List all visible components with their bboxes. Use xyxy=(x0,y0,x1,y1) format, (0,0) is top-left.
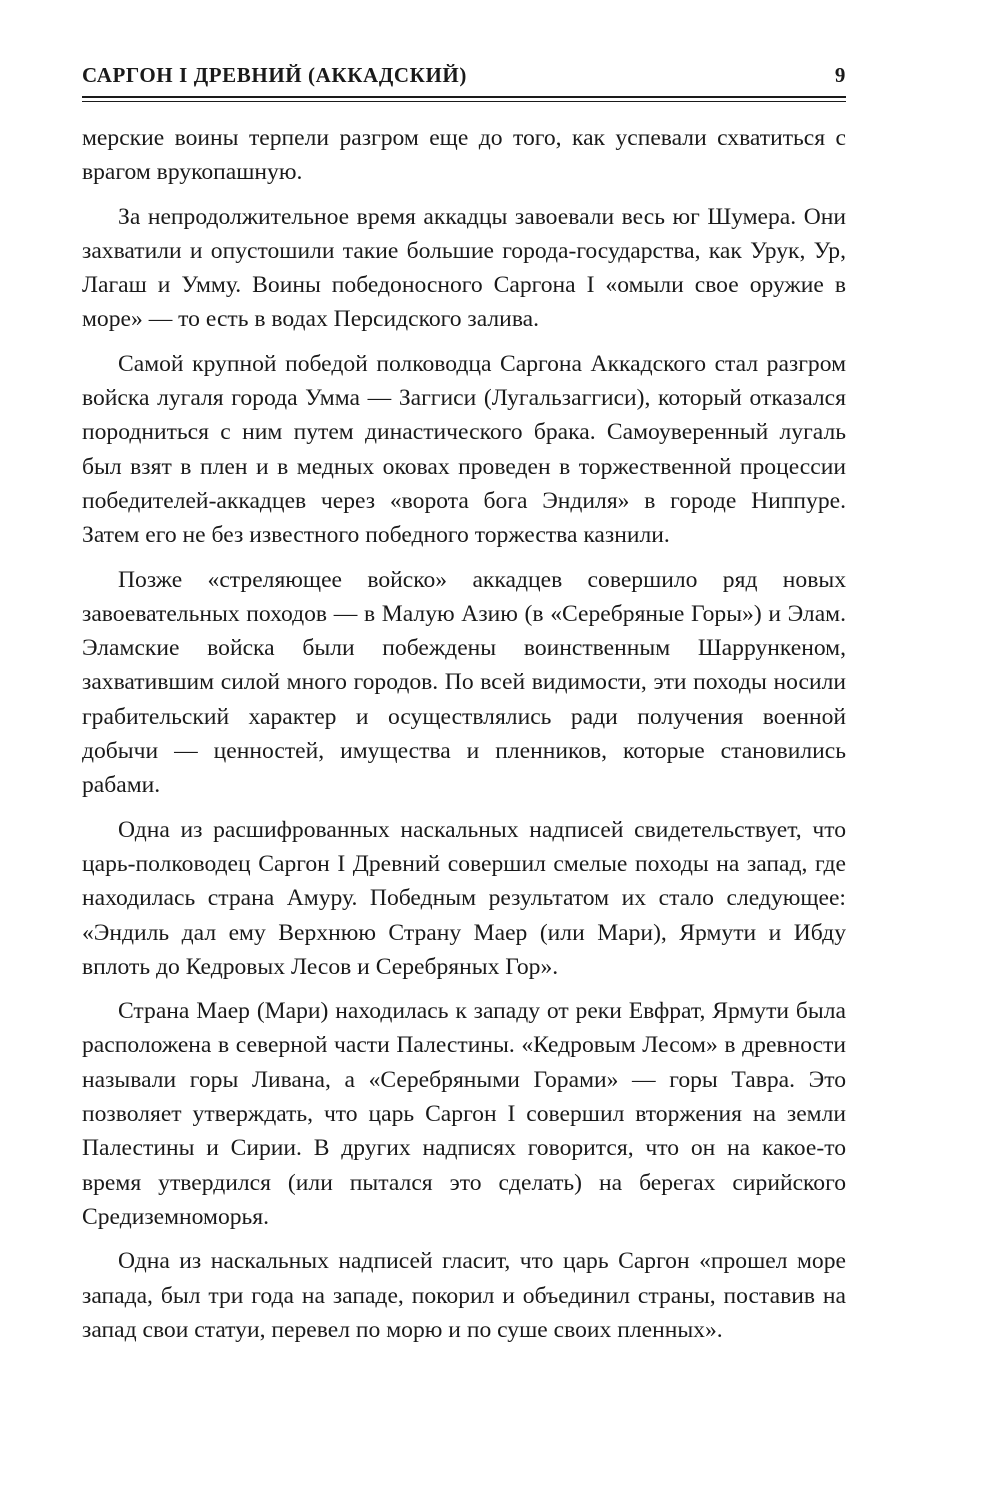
chapter-title: САРГОН I ДРЕВНИЙ (АККАДСКИЙ) xyxy=(82,63,467,87)
paragraph: За непродолжительное время аккадцы завоевали весь юг Шумера. Они захватили и опустошили такие большие города-государства, как Урук, Ур, Лагаш и Умму. Воины победоносного Саргона I «омыли свое оружие в море» — то есть в водах Персидского залива. xyxy=(82,203,846,333)
paragraph: Одна из расшифрованных наскальных надписей свидетельствует, что царь-полководец Саргон I Древний совершил смелые походы на запад, где находилась страна Амуру. Победным результатом их стало следующее: «Эндиль дал ему Верхнюю Страну Маер (или Мари), Ярмути и Ибду вплоть до Кедровых Лесов и Серебряных Гор». xyxy=(82,816,846,980)
book-page xyxy=(82,58,846,1357)
paragraph: Одна из наскальных надписей гласит, что царь Саргон «прошел море запада, был три года на западе, покорил и объединил страны, поставив на запад свои статуи, перевел по морю и по суше своих пленных». xyxy=(82,1248,846,1343)
page-number: 9 xyxy=(834,63,846,87)
paragraph: Самой крупной победой полководца Саргона Аккадского стал разгром войска лугаля города Умма — Заггиси (Лугальзаггиси), который отказался породниться с ним путем династического брака. Самоуверенный лугаль был взят в плен и в медных оковах проведен в торжественной процессии победителей-аккадцев через «ворота бога Эндиля» в городе Ниппуре. Затем его не без известного победного торжества казнили. xyxy=(82,350,846,549)
running-header xyxy=(82,58,846,92)
paragraph: Позже «стреляющее войско» аккадцев совершило ряд новых завоевательных походов — в Малую Азию (в «Серебряные Горы») и Элам. Эламские войска были побеждены воинственным Шаррункеном, захватившим силой много городов. По всей видимости, эти походы носили грабительский характер и осуществлялись ради получения военной добычи — ценностей, имущества и пленников, которые становились рабами. xyxy=(82,566,846,799)
header-rule xyxy=(82,96,846,102)
paragraph: мерские воины терпели разгром еще до того, как успевали схватиться с врагом врукопашную. xyxy=(82,125,846,186)
paragraph: Страна Маер (Мари) находилась к западу от реки Евфрат, Ярмути была расположена в северной части Палестины. «Кедровым Лесом» в древности называли горы Ливана, а «Серебряными Горами» — горы Тавра. Это позволяет утверждать, что царь Саргон I совершил вторжения на земли Палестины и Сирии. В других надписях говорится, что он на какое-то время утвердился (или пытался это сделать) на берегах сирийского Средиземноморья. xyxy=(82,998,846,1230)
body-text xyxy=(82,121,846,1347)
